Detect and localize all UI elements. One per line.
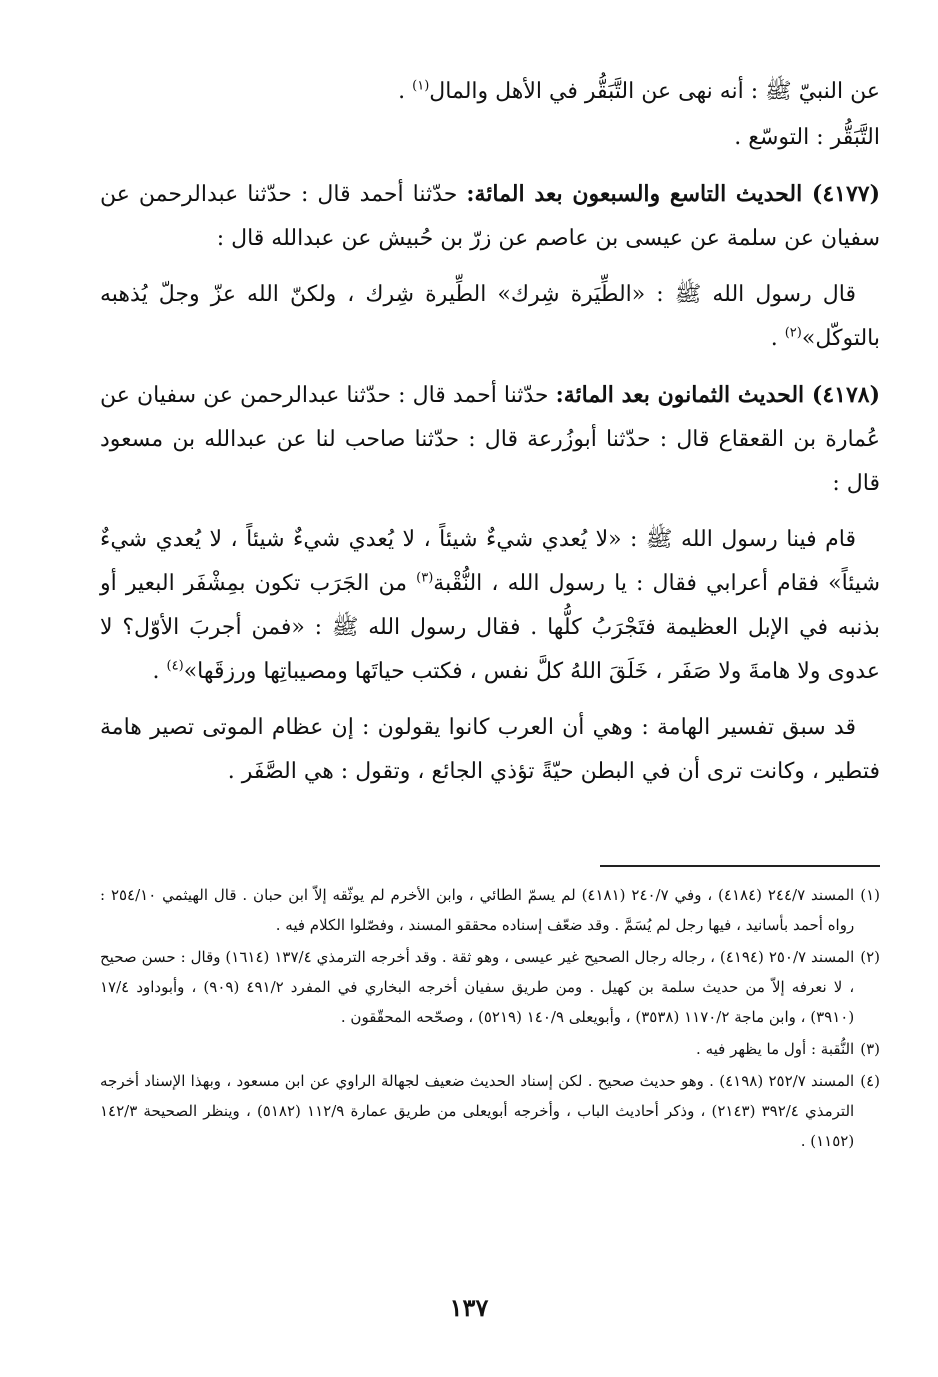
paragraph-2: [100, 116, 880, 160]
footnote-2: [100, 942, 880, 1032]
footnote-ref-1[interactable]: (١): [412, 78, 430, 94]
paragraph-3: [100, 273, 880, 361]
footnote-number: (٢): [860, 948, 880, 966]
footnote-1: [100, 880, 880, 940]
paragraph-end: .: [152, 659, 167, 684]
footnote-text: المسند ٢٥٢/٧ (٤١٩٨) . وهو حديث صحيح . لكن إسناد الحديث ضعيف لجهالة الراوي عن ابن مسعود ، وبهذا الإسناد أخرجه الترمذي ٣٩٢/٤ (٢١٤٣) ، وذكر أحاديث الباب ، وأخرجه أبويعلى من طريق عمارة ١١٢/٩ (٥١٨٢) ، وينظر الصحيحة ١٤٢/٣ (١١٥٢) .: [100, 1072, 855, 1150]
main-text: [100, 70, 880, 806]
hadith-4178-header: [100, 373, 880, 506]
footnote-ref-4[interactable]: (٤): [166, 658, 184, 674]
footnote-number: (١): [860, 886, 880, 904]
hadith-label: (٤١٧٧) الحديث التاسع والسبعون بعد المائة:: [466, 181, 880, 207]
paragraph-text: قد سبق تفسير الهامة : وهي أن العرب كانوا يقولون : إن عظام الموتى تصير هامة فتطير ، وكانت ترى أن في البطن حيّةً تؤذي الجائع ، وتقول : هي الصَّفَر .: [100, 715, 880, 784]
footnote-text: المسند ٢٤٤/٧ (٤١٨٤) ، وفي ٢٤٠/٧ (٤١٨١) لم يسمّ الطائي ، وابن الأخرم لم يوثّقه إلاّ ابن حبان . قال الهيثمي ٢٥٤/١٠ : رواه أحمد بأسانيد ، فيها رجل لم يُسَمَّ . وقد ضعّف إسناده محققو المسند ، وفصّلوا الكلام فيه .: [100, 886, 855, 934]
paragraph-text: التَّبَقُّر : التوسّع .: [734, 125, 880, 150]
footnote-text: المسند ٢٥٠/٧ (٤١٩٤) ، رجاله رجال الصحيح غير عيسى ، وهو ثقة . وقد أخرجه الترمذي ١٣٧/٤ (١٦١٤) وقال : حسن صحيح ، لا نعرفه إلاّ من حديث سلمة بن كهيل . ومن طريق سفيان أخرجه البخاري في المفرد ٤٩١/٢ (٩٠٩) ، وأبوداود ١٧/٤ (٣٩١٠) ، وابن ماجة ١١٧٠/٢ (٣٥٣٨) ، وأبويعلى ١٤٠/٩ (٥٢١٩) ، وصحّحه المحقّقون .: [100, 948, 855, 1026]
paragraph-4: [100, 518, 880, 694]
footnote-divider: [600, 865, 880, 867]
paragraph-text: عن النبيّ ﷺ : أنه نهى عن التَّبَقُّر في الأهل والمال: [429, 79, 880, 104]
footnote-text: النُّقبة : أول ما يظهر فيه .: [696, 1040, 855, 1058]
isnad-text: حدّثنا أحمد قال : حدّثنا عبدالرحمن عن سفيان عن عُمارة بن القعقاع قال : حدّثنا أبوزُرعة قال : حدّثنا صاحب لنا عن عبدالله بن مسعود قال :: [100, 383, 880, 496]
matn-text: قام فينا رسول الله ﷺ : «لا يُعدي شيءٌ شيئاً ، لا يُعدي شيءٌ شيئاً ، لا يُعدي شيءٌ شيئاً» فقام أعرابي فقال : يا رسول الله ، النُّقْبة: [100, 527, 880, 596]
footnote-3: [100, 1034, 880, 1064]
paragraph-end: .: [770, 326, 785, 351]
paragraph-5: [100, 706, 880, 794]
footnote-ref-2[interactable]: (٢): [784, 325, 802, 341]
matn-text: قال رسول الله ﷺ : «الطِّيَرة شِرك» الطِّيرة شِرك ، ولكنّ الله عزّ وجلّ يُذهبه بالتوكّل»: [100, 282, 880, 351]
hadith-label: (٤١٧٨) الحديث الثمانون بعد المائة:: [555, 382, 881, 408]
matn-text-continued: من الجَرَب تكون بمِشْفَر البعير أو بذنبه في الإبل العظيمة فتَجْرَبُ كلُّها . فقال رسول الله ﷺ : «فمن أجربَ الأوّل؟ لا عدوى ولا هامةَ ولا صَفَر ، خَلَقَ اللهُ كلَّ نفس ، فكتب حياتَها ومصيباتِها ورزقَها»: [100, 571, 880, 684]
footnote-ref-3[interactable]: (٣): [416, 570, 434, 586]
paragraph-end: .: [398, 79, 413, 104]
footnote-4: [100, 1066, 880, 1156]
isnad-text: حدّثنا أحمد قال : حدّثنا عبدالرحمن عن سفيان عن سلمة عن عيسى بن عاصم عن زرّ بن حُبيش عن عبدالله قال :: [100, 182, 880, 251]
page-number: ١٣٧: [449, 1293, 489, 1322]
footnotes: [100, 880, 880, 1158]
footnote-number: (٤): [860, 1072, 880, 1090]
hadith-4177-header: [100, 172, 880, 261]
footnote-number: (٣): [860, 1040, 880, 1058]
paragraph-1: [100, 70, 880, 114]
